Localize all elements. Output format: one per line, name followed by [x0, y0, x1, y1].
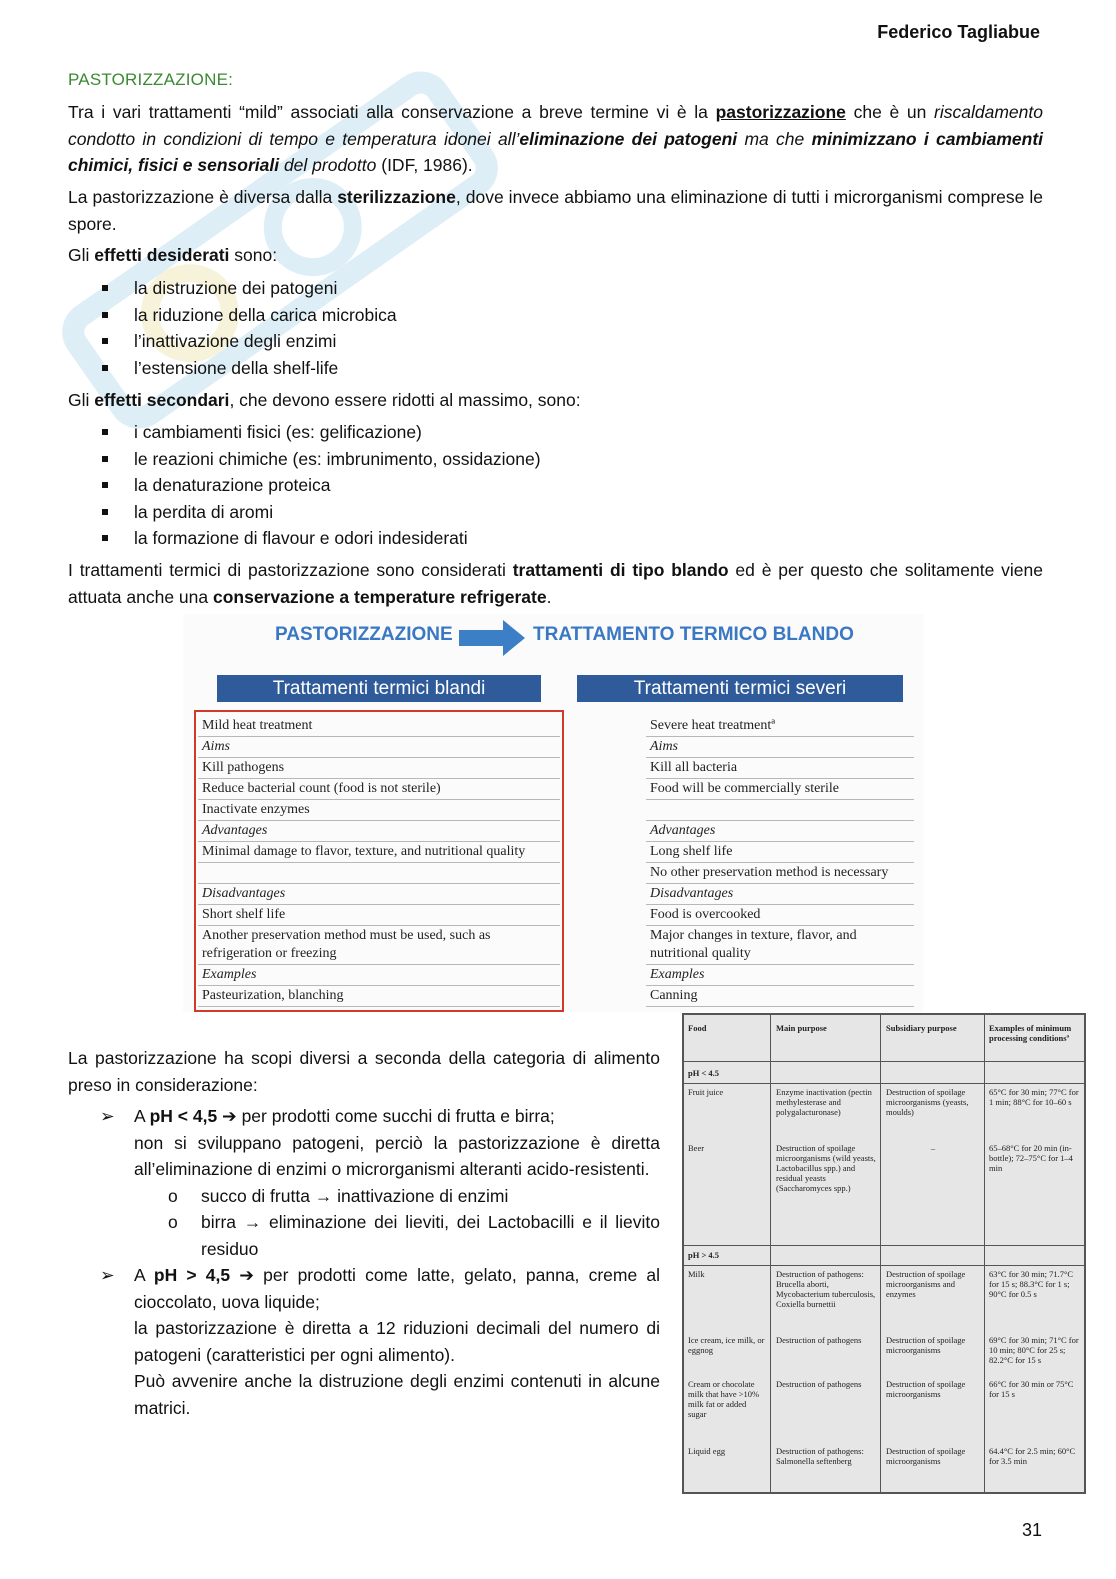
page-number: 31 [1021, 1520, 1042, 1540]
list-item: o birra → eliminazione dei lieviti, dei Lactobacilli e il lievito residuo [168, 1212, 660, 1259]
list-item: l’inattivazione degli enzimi [68, 328, 968, 355]
table-cell: Fruit juice [688, 1087, 724, 1097]
table-cell: Destruction of spoilage microorganisms [886, 1379, 966, 1399]
desired-effects-heading: Gli effetti desiderati sono: [68, 245, 278, 265]
table-cell: 65–68°C for 20 min (in-bottle); 72–75°C for 1–4 min [989, 1143, 1073, 1173]
table-row: Inactivate enzymes [198, 800, 560, 821]
table-header: Main purpose [776, 1023, 827, 1033]
mild-treatment-paragraph: I trattamenti termici di pastorizzazione sono considerati trattamenti di tipo blando ed è per questo che solitamente viene attuata anche una conservazione a temperature refrigerate. [68, 560, 1043, 607]
list-item: le reazioni chimiche (es: imbrunimento, ossidazione) [68, 446, 968, 473]
table-cell: Destruction of pathogens [776, 1379, 862, 1389]
low-ph-sublist [134, 1183, 660, 1263]
list-item: i cambiamenti fisici (es: gelificazione) [68, 419, 968, 446]
table-cell: 65°C for 30 min; 77°C for 1 min; 88°C for 10–60 s [989, 1087, 1079, 1107]
table-row: Advantages [646, 821, 914, 842]
mild-treatments-bar: Trattamenti termici blandi [217, 675, 541, 702]
author-name: Federico Tagliabue [877, 22, 1040, 42]
group-label: pH < 4.5 [688, 1068, 720, 1078]
severe-column [646, 716, 914, 1007]
table-row: Long shelf life [646, 842, 914, 863]
table-row: Food will be commercially sterile [646, 779, 914, 800]
table-cell: Milk [688, 1269, 705, 1279]
table-cell: Destruction of spoilage microorganisms (yeasts, moulds) [886, 1087, 969, 1117]
table-header: Examples of minimum processing conditionsª [989, 1023, 1072, 1043]
table-cell: Beer [688, 1143, 705, 1153]
table-row: Aims [646, 737, 914, 758]
table-cell: Destruction of spoilage microorganisms [886, 1446, 966, 1466]
figure-title-right: TRATTAMENTO TERMICO BLANDO [533, 624, 854, 645]
table-cell: 64.4°C for 2.5 min; 60°C for 3.5 min [989, 1446, 1076, 1466]
table-row: Examples [646, 965, 914, 986]
table-cell: Ice cream, ice milk, or eggnog [688, 1335, 765, 1355]
table-cell: Destruction of spoilage microorganisms [886, 1335, 966, 1355]
list-item: la perdita di aromi [68, 499, 968, 526]
arrow-bullet-icon: ➢ [100, 1265, 115, 1285]
table-row: Kill pathogens [198, 758, 560, 779]
table-row: Canning [646, 986, 914, 1007]
table-row: Kill all bacteria [646, 758, 914, 779]
secondary-effects-heading: Gli effetti secondari, che devono essere ridotti al massimo, sono: [68, 390, 581, 410]
group-label: pH > 4.5 [688, 1250, 720, 1260]
table-row: Minimal damage to flavor, texture, and nutritional quality [198, 842, 560, 863]
table-row: Aims [198, 737, 560, 758]
table-cell: Destruction of spoilage microorganisms and enzymes [886, 1269, 966, 1299]
table-row: Short shelf life [198, 905, 560, 926]
sterilization-paragraph: La pastorizzazione è diversa dalla sterilizzazione, dove invece abbiamo una eliminazione di tutti i microrganismi comprese le spore. [68, 187, 1043, 234]
severe-treatments-bar: Trattamenti termici severi [577, 675, 903, 702]
table-row: Disadvantages [646, 884, 914, 905]
list-item: ➢ A pH > 4,5 ➔ per prodotti come latte, gelato, panna, creme al cioccolato, uova liquide; la pastorizzazione è diretta a 12 riduzioni decimali del numero di patogeni (caratteristici per ogni alimento). Può avvenire anche la distruzione degli enzimi contenuti in alcune matrici. [100, 1262, 660, 1421]
desired-effects-list [68, 275, 968, 381]
list-item: la denaturazione proteica [68, 472, 968, 499]
arrow-bullet-icon: ➢ [100, 1106, 115, 1126]
intro-paragraph: Tra i vari trattamenti “mild” associati alla conservazione a breve termine vi è la pastorizzazione che è un riscaldamento condotto in condizioni di tempo e temperatura idonei all’eliminazione dei patogeni ma che minimizzano i cambiamenti chimici, fisici e sensoriali del prodotto (IDF, 1986). [68, 102, 1044, 175]
table-cell: Cream or chocolate milk that have >10% milk fat or added sugar [688, 1379, 760, 1419]
table-cell: Destruction of pathogens: Salmonella seftenberg [776, 1446, 864, 1466]
table-row: Disadvantages [198, 884, 560, 905]
list-item: la distruzione dei patogeni [68, 275, 968, 302]
table-header: Food [688, 1023, 707, 1033]
list-item: la riduzione della carica microbica [68, 302, 968, 329]
table-row [646, 800, 914, 821]
table-row: Severe heat treatmentª [646, 716, 914, 737]
table-row: Pasteurization, blanching [198, 986, 560, 1007]
table-header: Subsidiary purpose [886, 1023, 957, 1033]
table-cell: 69°C for 30 min; 71°C for 10 min; 80°C for 25 s; 82.2°C for 15 s [989, 1335, 1079, 1365]
section-title: PASTORIZZAZIONE: [68, 70, 234, 89]
ph-categories-list [100, 1103, 660, 1421]
table-cell: Liquid egg [688, 1446, 726, 1456]
comparison-figure [183, 614, 923, 1012]
table-row: No other preservation method is necessary [646, 863, 914, 884]
secondary-effects-list [68, 419, 968, 552]
table-row: Advantages [198, 821, 560, 842]
right-arrow-icon [459, 618, 527, 658]
figure-title-left: PASTORIZZAZIONE [275, 624, 453, 645]
table-row: Major changes in texture, flavor, and nutritional quality [646, 926, 914, 965]
list-item: l’estensione della shelf-life [68, 355, 968, 382]
table-cell: Enzyme inactivation (pectin methylesterase and polygalacturonase) [776, 1087, 872, 1117]
table-cell: – [930, 1143, 936, 1153]
table-row: Mild heat treatment [198, 716, 560, 737]
table-row: Food is overcooked [646, 905, 914, 926]
scope-intro: La pastorizzazione ha scopi diversi a seconda della categoria di alimento preso in considerazione: [68, 1048, 660, 1095]
table-cell: Destruction of pathogens [776, 1335, 862, 1345]
table-row: Examples [198, 965, 560, 986]
table-cell: 63°C for 30 min; 71.7°C for 15 s; 88.3°C for 1 s; 90°C for 0.5 s [989, 1269, 1074, 1299]
ph-pasteurization-table [682, 1013, 1086, 1494]
table-cell: 66°C for 30 min or 75°C for 15 s [989, 1379, 1074, 1399]
table-row: Another preservation method must be used, such as refrigeration or freezing [198, 926, 560, 965]
list-item: ➢ A pH < 4,5 ➔ per prodotti come succhi di frutta e birra; non si sviluppano patogeni, perciò la pastorizzazione è diretta all’eliminazione di enzimi o microrganismi alteranti acido-resistenti. [100, 1103, 660, 1183]
list-item: la formazione di flavour e odori indesiderati [68, 525, 968, 552]
highlight-box [194, 710, 564, 1012]
table-cell: Destruction of spoilage microorganisms (wild yeasts, Lactobacillus spp.) and residual yeasts (Saccharomyces spp.) [776, 1143, 876, 1193]
table-row: Reduce bacterial count (food is not sterile) [198, 779, 560, 800]
list-item: o succo di frutta → inattivazione di enzimi [168, 1185, 509, 1206]
table-cell: Destruction of pathogens: Brucella aborti, Mycobacterium tuberculosis, Coxiella burnettii [776, 1269, 876, 1309]
